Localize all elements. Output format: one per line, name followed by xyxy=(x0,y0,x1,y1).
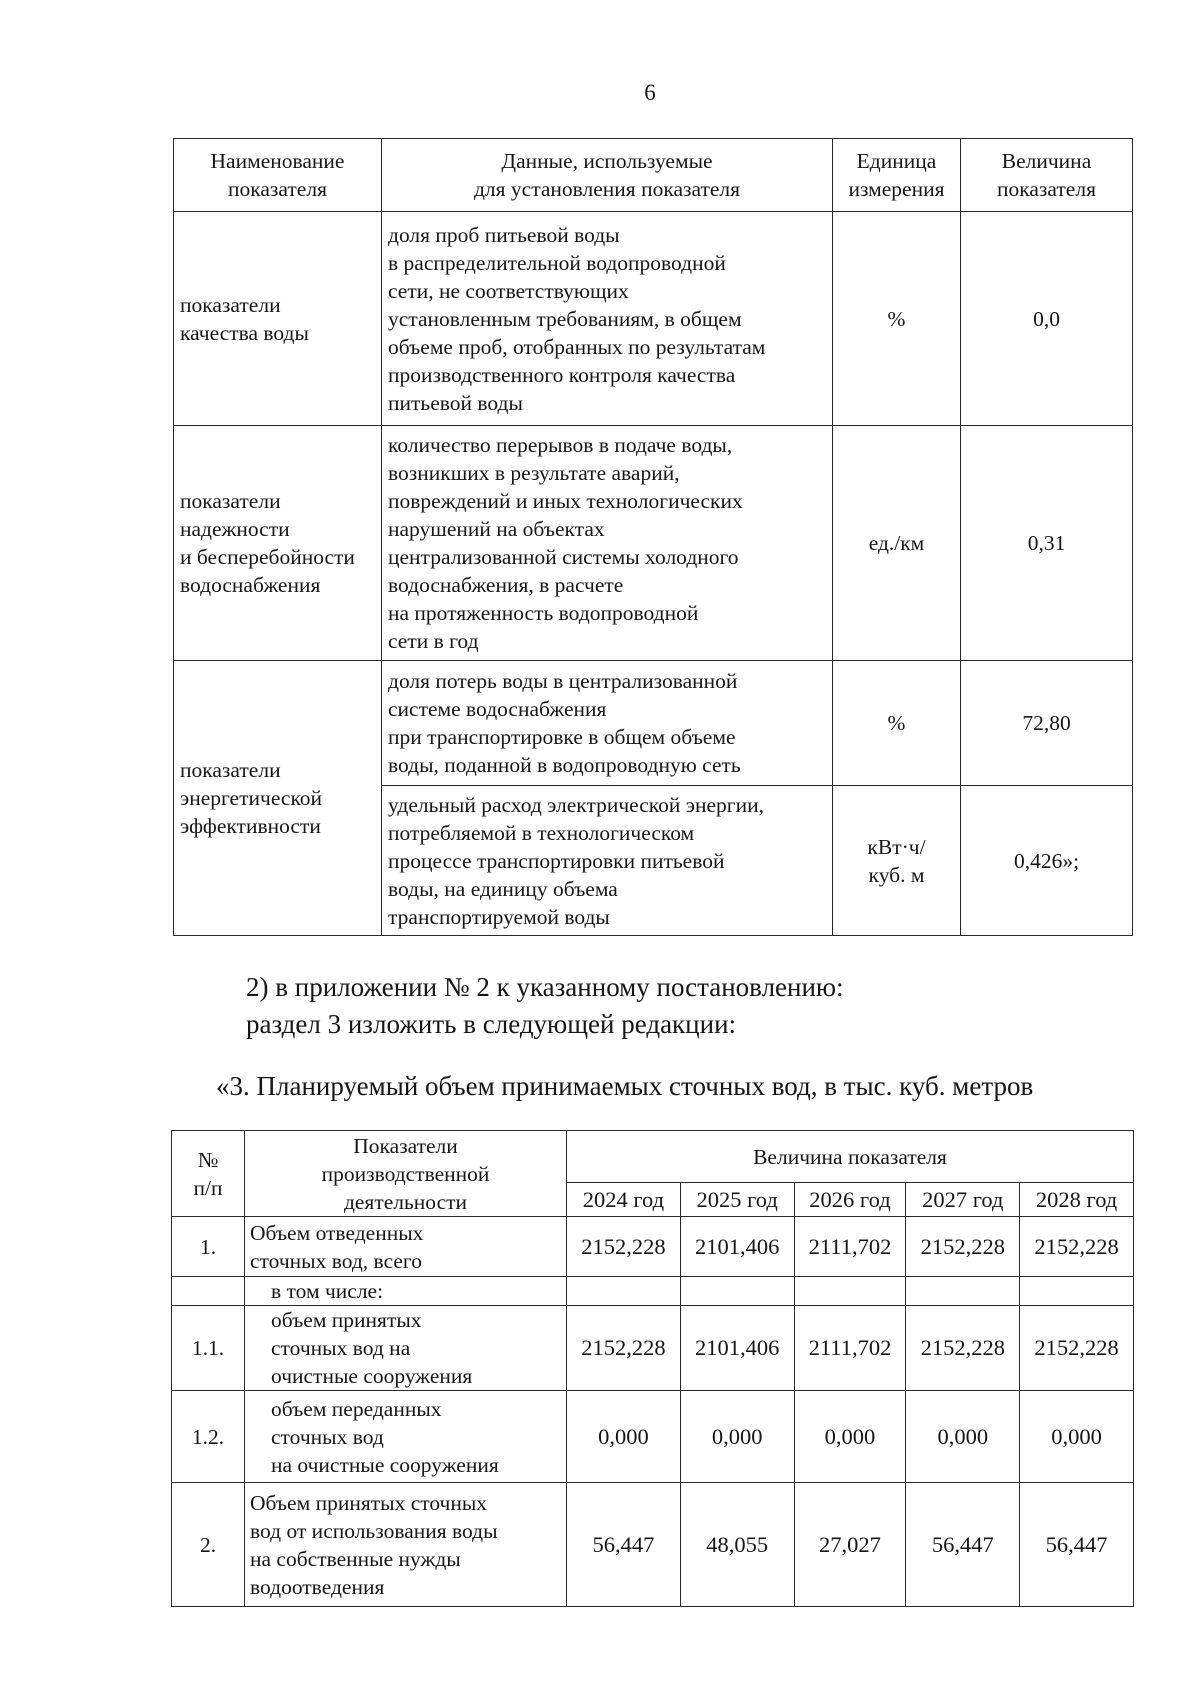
indicator-data: доля проб питьевой воды в распределительной водопроводной сети, не соответствующих установленным требованиям, в общем объеме проб, отобранных по результатам производственного контроля качества питьевой воды xyxy=(382,212,833,426)
header-unit: Единица измерения xyxy=(833,139,961,212)
indicator-unit: кВт·ч/ куб. м xyxy=(833,786,961,936)
row-value: 0,000 xyxy=(567,1391,681,1483)
row-value: 2111,702 xyxy=(794,1306,906,1391)
indicators-table xyxy=(173,138,1133,936)
table-row xyxy=(172,1277,1134,1306)
indicator-unit: % xyxy=(833,212,961,426)
row-value xyxy=(906,1277,1020,1306)
table-row xyxy=(172,1483,1134,1607)
indicator-unit: ед./км xyxy=(833,426,961,661)
row-value: 2111,702 xyxy=(794,1217,906,1277)
table-row xyxy=(174,426,1133,661)
indicator-data: доля потерь воды в централизованной системе водоснабжения при транспортировке в общем объеме воды, поданной в водопроводную сеть xyxy=(382,661,833,786)
table-row xyxy=(174,212,1133,426)
table-row xyxy=(172,1217,1134,1277)
row-indicator: объем переданных сточных вод на очистные сооружения xyxy=(245,1391,567,1483)
page-number: 6 xyxy=(644,80,656,105)
indicator-name: показатели качества воды xyxy=(174,212,382,426)
header-indicator-name: Наименование показателя xyxy=(174,139,382,212)
row-num: 2. xyxy=(172,1483,245,1607)
row-indicator: Объем принятых сточных вод от использования воды на собственные нужды водоотведения xyxy=(245,1483,567,1607)
row-value: 0,000 xyxy=(906,1391,1020,1483)
table-row xyxy=(172,1391,1134,1483)
row-value xyxy=(1020,1277,1134,1306)
row-value: 0,000 xyxy=(794,1391,906,1483)
row-value: 56,447 xyxy=(1020,1483,1134,1607)
row-value: 2152,228 xyxy=(567,1306,681,1391)
table-header-row xyxy=(172,1131,1134,1183)
row-value: 56,447 xyxy=(906,1483,1020,1607)
header-year: 2024 год xyxy=(567,1183,681,1217)
indicator-name: показатели энергетической эффективности xyxy=(174,661,382,936)
row-value xyxy=(680,1277,794,1306)
row-value: 0,000 xyxy=(680,1391,794,1483)
indicator-value: 72,80 xyxy=(961,661,1133,786)
header-indicator-data: Данные, используемые для установления показателя xyxy=(382,139,833,212)
header-num: № п/п xyxy=(172,1131,245,1217)
header-indicator: Показатели производственной деятельности xyxy=(245,1131,567,1217)
row-value xyxy=(794,1277,906,1306)
table-row xyxy=(172,1306,1134,1391)
row-value: 2152,228 xyxy=(906,1306,1020,1391)
row-value: 48,055 xyxy=(680,1483,794,1607)
row-indicator: объем принятых сточных вод на очистные сооружения xyxy=(245,1306,567,1391)
row-num: 1.2. xyxy=(172,1391,245,1483)
row-value: 2101,406 xyxy=(680,1306,794,1391)
header-year: 2026 год xyxy=(794,1183,906,1217)
indicator-value: 0,31 xyxy=(961,426,1133,661)
indicator-value: 0,426»; xyxy=(961,786,1133,936)
indicator-value: 0,0 xyxy=(961,212,1133,426)
row-indicator: Объем отведенных сточных вод, всего xyxy=(245,1217,567,1277)
row-num xyxy=(172,1277,245,1306)
row-value: 2152,228 xyxy=(906,1217,1020,1277)
header-value: Величина показателя xyxy=(961,139,1133,212)
amendment-paragraph: 2) в приложении № 2 к указанному постановлению: раздел 3 изложить в следующей редакции: xyxy=(246,972,844,1039)
row-value: 27,027 xyxy=(794,1483,906,1607)
indicator-unit: % xyxy=(833,661,961,786)
row-indicator: в том числе: xyxy=(245,1277,567,1306)
row-value: 2152,228 xyxy=(567,1217,681,1277)
wastewater-table xyxy=(171,1130,1134,1607)
row-value: 56,447 xyxy=(567,1483,681,1607)
header-year: 2028 год xyxy=(1020,1183,1134,1217)
indicator-name: показатели надежности и бесперебойности водоснабжения xyxy=(174,426,382,661)
table-header-row xyxy=(174,139,1133,212)
indicator-data: удельный расход электрической энергии, потребляемой в технологическом процессе транспортировки питьевой воды, на единицу объема транспортируемой воды xyxy=(382,786,833,936)
header-year: 2025 год xyxy=(680,1183,794,1217)
row-num: 1. xyxy=(172,1217,245,1277)
header-year: 2027 год xyxy=(906,1183,1020,1217)
indicator-data: количество перерывов в подаче воды, возникших в результате аварий, повреждений и иных технологических нарушений на объектах централизованной системы холодного водоснабжения, в расчете на протяженность водопроводной сети в год xyxy=(382,426,833,661)
row-value: 2152,228 xyxy=(1020,1217,1134,1277)
section-title: «3. Планируемый объем принимаемых сточных вод, в тыс. куб. метров xyxy=(216,1071,1034,1101)
row-value xyxy=(567,1277,681,1306)
table-row xyxy=(174,661,1133,786)
row-value: 2152,228 xyxy=(1020,1306,1134,1391)
row-value: 0,000 xyxy=(1020,1391,1134,1483)
row-num: 1.1. xyxy=(172,1306,245,1391)
row-value: 2101,406 xyxy=(680,1217,794,1277)
header-value: Величина показателя xyxy=(567,1131,1134,1183)
